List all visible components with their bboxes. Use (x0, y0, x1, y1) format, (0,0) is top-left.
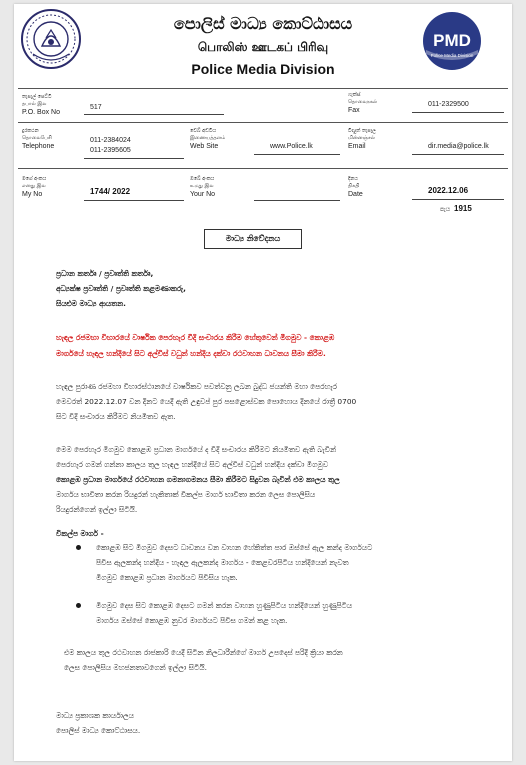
web-label-ta: இணையத்தளம் (190, 135, 226, 141)
date-label (348, 176, 408, 199)
yourno-label-en: Your No (190, 191, 216, 198)
press-release-page (14, 4, 512, 761)
row1-divider (18, 122, 508, 123)
bullet2-line-2: මාර්ගය ඔස්සේ කොළඹ නුවර මාර්ගයට පිවිස ගමන් කළ හැක. (96, 616, 288, 625)
document-title: මාධ්‍ය නිවේදනය (204, 229, 302, 249)
pobox-label-ta: தபால் இல (22, 101, 47, 107)
pmd-logo-text: PMD (433, 31, 471, 50)
para1-line-1: හැඳල පුරාණ රජමහා විහාරස්ථානයේ වාර්ෂිකව පවත්වනු ලබන බුද්ධ ජයන්ති මහා පෙරහැර (56, 382, 337, 391)
email-label-en: Email (348, 143, 366, 150)
bullet2-line-1: මීගමුව දෙස සිට කොළඹ දෙසට ගමන් කරන වාහන හුණුපිටිය හන්දියෙන් හුණුපිටිය (96, 601, 353, 610)
header-title-english: Police Media Division (191, 61, 335, 77)
myno-label-si: මගේ අංකය (22, 176, 47, 182)
header-title-tamil: பொலிஸ் ஊடகப் பிரிவு (197, 40, 329, 54)
myno-label-en: My No (22, 191, 43, 198)
pobox-label-en: P.O. Box No (22, 109, 61, 116)
phone-value-2: 011-2395605 (90, 147, 131, 154)
row2-divider (18, 168, 508, 169)
pobox-value: 517 (90, 104, 102, 111)
bullet1-line-1: කොළඹ සිට මීගමුව දෙසට ධාවනය වන වාහන හේකිත්ත පාර ඔස්සේ ඇල කන්ද මාර්ගයට (96, 543, 373, 552)
bullet-2-icon (76, 603, 81, 608)
para2-line-3: කොළඹ ප්‍රධාන මාර්ගයේ රථවාහන ගමනාගමනය සීමා කිරීමට සිදුවන බැවින් එම කාලය තුල (56, 475, 340, 484)
header-divider (18, 88, 508, 89)
para3-line-2: ලෙස පොලිසිය මහජනතාවගෙන් ඉල්ලා සිටියි. (64, 663, 207, 672)
subject-line-2: මාර්ගයේ හැඳල හන්දියේ සිට අල්විස් වධුන් හන්දිය දක්වා රථවාහන ධාවනය සීමා කිරීම. (56, 349, 326, 358)
time-label: පැය (440, 206, 451, 213)
myno-label (22, 176, 82, 199)
web-value[interactable]: www.Police.lk (270, 143, 313, 150)
phone-label (22, 128, 82, 151)
date-label-en: Date (348, 191, 363, 198)
phone-value-1: 011-2384024 (90, 137, 131, 144)
addressee-line-2: අධ්‍යක්ෂ ප්‍රවෘත්ති / ප්‍රවෘත්ති කළමණාකරු, (56, 284, 186, 293)
signature-line-2: පොලිස් මාධ්‍ය කොට්ඨාසය. (56, 726, 141, 735)
para2-line-5: රියදුරන්ගෙන් ඉල්ලා සිටියි. (56, 505, 138, 514)
date-label-si: දිනය (348, 176, 358, 182)
fax-value: 011-2329500 (428, 101, 469, 108)
web-label-en: Web Site (190, 143, 219, 150)
phone-label-si: දුරකථන (22, 128, 39, 134)
web-underline (254, 154, 340, 155)
bullet1-line-2: පිවිස ඇලකන්ද හන්දිය - හැඳල ඇලකන්ද මාර්ගය - කෙළවරපිටිය හන්දියෙන් නැවත (96, 558, 349, 567)
para2-line-2: පෙරහැර ගමන් ගන්නා කාලය තුල හැඳල හන්දියේ සිට අල්විස් වධුන් හන්දිය දක්වා මීගමුව (56, 460, 329, 469)
pobox-label (22, 94, 82, 117)
myno-value: 1744/ 2022 (90, 187, 131, 196)
date-label-ta: திகதி (348, 183, 360, 189)
pmd-logo-subtext: Police Media Division (430, 53, 474, 58)
bullet-1-icon (76, 545, 81, 550)
para1-line-3: සිට වීදි සංචාරය කිරීමට නියමිතව ඇත. (56, 412, 176, 421)
time-value: 1915 (454, 204, 472, 213)
date-underline (412, 199, 504, 200)
addressee-line-3: සියළුම මාධ්‍ය ආයතන. (56, 299, 126, 308)
myno-label-ta: எனது இல (22, 183, 46, 189)
yourno-label (190, 176, 250, 199)
yourno-label-ta: உமது இல (190, 183, 214, 189)
fax-label-en: Fax (348, 107, 360, 114)
yourno-underline (254, 200, 340, 201)
signature-line-1: මාධ්‍ය ප්‍රකාශක කාර්යාලය (56, 711, 134, 720)
fax-label-ta: தொலைநகல் (348, 99, 378, 105)
fax-label-si: ෆැක්ස් (348, 92, 361, 98)
alt-routes-heading: විකල්ප මාර්ග - (56, 529, 104, 538)
myno-underline (84, 200, 184, 201)
para1-line-2: මෙවරත් 2022.12.07 වන දිනට යෙදී ඇති උඳුවප් පුර පසළොස්වක පොහොය දිනයේ රාත්‍රී 0700 (56, 397, 357, 406)
subject-line-1: හැඳල රජමහා විහාරයේ වාර්ෂික පෙරහැර වීදි සංචාරය කිරීම හේතුවෙන් මීගමුව - කොළඹ (56, 333, 335, 342)
email-underline (412, 154, 504, 155)
bullet1-line-3: මීගමුව කොළඹ ප්‍රධාන මාර්ගයට පිවිසිය හැක. (96, 573, 238, 582)
phone-label-ta: தொலைபேசி (22, 135, 52, 141)
para2-line-4: මාර්ගය භාවිතා කරන රියදුරන් හැකිතාක් විකල්ප මාර්ග භාවිතා කරන ලෙස පොලිසිය (56, 490, 316, 499)
email-label-si: විද්‍යුත් තැපෑල (348, 128, 376, 134)
para2-line-1: මෙම පෙරහැර මීගමුව කොළඹ ප්‍රධාන මාර්ගයේ ද වීදි සංචාරය කිරීමට නියමිතව ඇති බැවින් (56, 445, 336, 454)
phone-label-en: Telephone (22, 143, 55, 150)
pobox-underline (84, 114, 224, 115)
addressee-line-1: ප්‍රධාන කර්තෘ / ප්‍රවෘත්ති කර්තෘ, (56, 269, 154, 278)
web-label-si: වෙබ් අඩවිය (190, 128, 217, 134)
web-label (190, 128, 250, 151)
pobox-label-si: තැපැල් පෙට්ටි (22, 94, 52, 100)
fax-label (348, 92, 408, 115)
date-value: 2022.12.06 (428, 186, 469, 195)
email-value[interactable]: dir.media@police.lk (428, 143, 489, 150)
fax-underline (412, 112, 504, 113)
yourno-label-si: ඔබේ අංකය (190, 176, 215, 182)
header-title-sinhala: පොලිස් මාධ්‍ය කොට්ඨාසය (173, 14, 353, 33)
email-label (348, 128, 408, 151)
phone-underline (84, 158, 184, 159)
para3-line-1: එම කාලය තුල රථවාහන රාජකාරි යෙදී සිටින නිලධාරීන්ගේ මාර්ග උපදෙස් පරිදි ක්‍රියා කරන (64, 648, 343, 657)
email-label-ta: மின்னஞ்சல் (348, 135, 375, 141)
